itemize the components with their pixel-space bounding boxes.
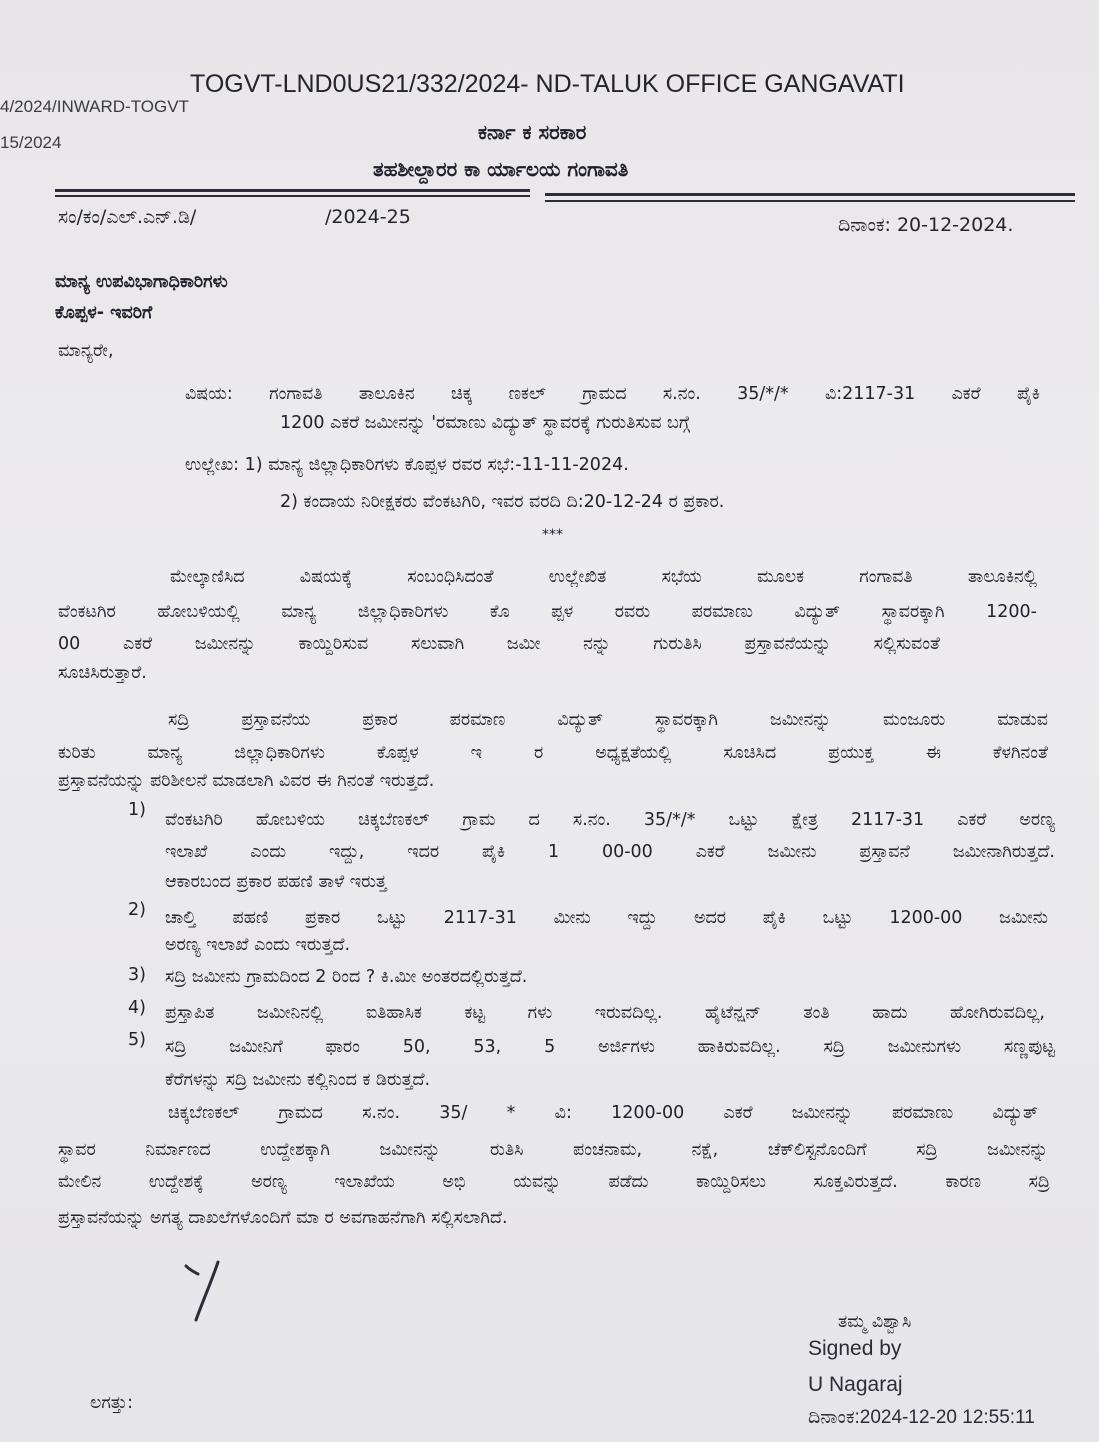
list-number: 4)	[128, 998, 146, 1018]
text-line: ಮೇಲ್ಕಾಣಿಸಿದ ವಿಷಯಕ್ಕೆ ಸಂಬಂಧಿಸಿದಂತೆ ಉಲ್ಲೇಖಿತ ಸಭೆಯ ಮೂಲಕ ಗಂಗಾವತಿ ತಾಲೂಕಿನಲ್ಲಿ	[170, 567, 1037, 587]
reference-year: /2024-25	[325, 206, 411, 228]
text-line: ಪ್ರಸ್ತಾವನೆಯನ್ನು ಪರಿಶೀಲನೆ ಮಾಡಲಾಗಿ ವಿವರ ಈ ಗಿನಂತೆ ಇರುತ್ತದೆ.	[58, 771, 435, 791]
handwritten-mark	[180, 1258, 230, 1328]
list-number: 5)	[128, 1030, 146, 1050]
letter-date: ದಿನಾಂಕ: 20-12-2024.	[838, 214, 1014, 236]
text-line: ವೆಂಕಟಗಿರ ಹೋಬಳಿಯಲ್ಲಿ ಮಾನ್ಯ ಜಿಲ್ಲಾಧಿಕಾರಿಗಳು ಕೊ ಪ್ಪಳ ರವರು ಪರಮಾಣು ವಿದ್ಯುತ್ ಸ್ಥಾವರಕ್ಕಾಗಿ 1200-	[58, 602, 1037, 622]
inward-number: 4/2024/INWARD-TOGVT	[0, 97, 189, 116]
text-line: ಸದ್ರಿ ಪ್ರಸ್ತಾವನೆಯ ಪ್ರಕಾರ ಪರಮಾಣ ವಿದ್ಯುತ್ ಸ್ಥಾವರಕ್ಕಾಗಿ ಜಮೀನನ್ನು ಮಂಜೂರು ಮಾಡುವ	[168, 710, 1048, 730]
subject-line-1: ವಿಷಯ: ಗಂಗಾವತಿ ತಾಲೂಕಿನ ಚಿಕ್ಕ ಣಕಲ್ ಗ್ರಾಮದ ಸ.ನಂ. 35/*/* ವಿ:2117-31 ಎಕರೆ ಪೈಕಿ	[185, 384, 1040, 404]
list-number: 3)	[128, 965, 146, 985]
list-item: ಕೆರೆಗಳನ್ನು ಸದ್ರಿ ಜಮೀನು ಕಲ್ಲಿನಿಂದ ಕ ಡಿರುತ್ತದೆ.	[165, 1070, 431, 1090]
section-separator: ***	[542, 527, 563, 543]
list-item: ಚಾಲ್ತಿ ಪಹಣಿ ಪ್ರಕಾರ ಒಟ್ಟು 2117-31 ಮೀನು ಇದ್ದು ಅದರ ಪೈಕಿ ಒಟ್ಟು 1200-00 ಜಮೀನು	[165, 908, 1048, 928]
inward-reference: TOGVT-LND0US21/332/2024- ND-TALUK OFFICE GANGAVATI	[190, 70, 905, 98]
text-line: ಸೂಚಿಸಿರುತ್ತಾರೆ.	[58, 663, 147, 683]
signer-name: U Nagaraj	[808, 1373, 903, 1396]
addressee-title: ಮಾನ್ಯ ಉಪವಿಭಾಗಾಧಿಕಾರಿಗಳು	[55, 272, 228, 292]
government-title: ಕರ್ನಾ ಕ ಸರಕಾರ	[478, 120, 587, 144]
list-item: ಇಲಾಖೆ ಎಂದು ಇದ್ದು, ಇದರ ಪೈಕಿ 1 00-00 ಎಕರೆ ಜಮೀನು ಪ್ರಸ್ತಾವನೆ ಜಮೀನಾಗಿರುತ್ತದೆ.	[165, 842, 1055, 862]
text-line: ಸ್ಥಾವರ ನಿರ್ಮಾಣದ ಉದ್ದೇಶಕ್ಕಾಗಿ ಜಮೀನನ್ನು ರುತಿಸಿ ಪಂಚನಾಮ, ನಕ್ಷೆ, ಚೆಕ್‌ಲಿಸ್ಟನೊಂದಿಗೆ ಸದ್ರಿ ಜಮೀನನ್ನು	[58, 1140, 1048, 1160]
text-line: 00 ಎಕರೆ ಜಮೀನನ್ನು ಕಾಯ್ದಿರಿಸುವ ಸಲುವಾಗಿ ಜಮೀ ನನ್ನು ಗುರುತಿಸಿ ಪ್ರಸ್ತಾವನೆಯನ್ನು ಸಲ್ಲಿಸುವಂತೆ	[58, 634, 940, 654]
list-item: ಅರಣ್ಯ ಇಲಾಖೆ ಎಂದು ಇರುತ್ತದೆ.	[165, 935, 351, 955]
enclosure-label: ಲಗತ್ತು:	[90, 1393, 134, 1413]
list-item: ಸದ್ರಿ ಜಮೀನಿಗೆ ಫಾರಂ 50, 53, 5 ಅರ್ಜಿಗಳು ಹಾಕಿರುವದಿಲ್ಲ. ಸದ್ರಿ ಜಮೀನುಗಳು ಸಣ್ಣಪುಟ್ಟ	[165, 1037, 1055, 1057]
signed-by-label: Signed by	[808, 1337, 902, 1360]
text-line: ಪ್ರಸ್ತಾವನೆಯನ್ನು ಅಗತ್ಯ ದಾಖಲೆಗಳೊಂದಿಗೆ ಮಾ ರ ಅವಗಾಹನೆಗಾಗಿ ಸಲ್ಲಿಸಲಾಗಿದೆ.	[58, 1208, 508, 1228]
salutation: ಮಾನ್ಯರೇ,	[58, 341, 114, 361]
office-title: ತಹಶೀಲ್ದಾರರ ಕಾ ರ್ಯಾಲಯ ಗಂಗಾವತಿ	[373, 157, 629, 181]
list-item: ಪ್ರಸ್ತಾಪಿತ ಜಮೀನಿನಲ್ಲಿ ಐತಿಹಾಸಿಕ ಕಟ್ಟ ಗಳು ಇರುವದಿಲ್ಲ. ಹೈಟೆನ್ಷನ್ ತಂತಿ ಹಾದು ಹೋಗಿರುವದಿಲ್ಲ,	[165, 1003, 1045, 1023]
list-number: 1)	[128, 800, 146, 820]
inward-date: 15/2024	[0, 133, 62, 152]
reference-number: ಸಂ/ಕಂ/ಎಲ್.ಎನ್.ಡಿ/	[58, 206, 197, 228]
subject-line-2: 1200 ಎಕರೆ ಜಮೀನನ್ನು 'ರಮಾಣು ವಿದ್ಯುತ್ ಸ್ಥಾವರಕ್ಕೆ ಗುರುತಿಸುವ ಬಗ್ಗೆ	[280, 413, 691, 433]
text-line: ಕುರಿತು ಮಾನ್ಯ ಜಿಲ್ಲಾಧಿಕಾರಿಗಳು ಕೊಪ್ಪಳ ಇ ರ ಅಧ್ಯಕ್ಷತೆಯಲ್ಲಿ ಸೂಚಿಸಿದ ಪ್ರಯುಕ್ತ ಈ ಕೆಳಗಿನಂತೆ	[58, 743, 1048, 763]
text-line: ಮೇಲಿನ ಉದ್ದೇಶಕ್ಕೆ ಅರಣ್ಯ ಇಲಾಖೆಯ ಅಭಿ ಯವನ್ನು ಪಡೆದು ಕಾಯ್ದಿರಿಸಲು ಸೂಕ್ತವಿರುತ್ತದೆ. ಕಾರಣ ಸದ್ರಿ	[58, 1172, 1050, 1192]
reference-2: 2) ಕಂದಾಯ ನಿರೀಕ್ಷಕರು ವೆಂಕಟಗಿರಿ, ಇವರ ವರದಿ ದಿ:20-12-24 ರ ಪ್ರಕಾರ.	[280, 492, 725, 512]
list-item: ವೆಂಕಟಗಿರಿ ಹೋಬಳಿಯ ಚಿಕ್ಕಬೆಣಕಲ್ ಗ್ರಾಮ ದ ಸ.ನಂ. 35/*/* ಒಟ್ಟು ಕ್ಷೇತ್ರ 2117-31 ಎಕರೆ ಅರಣ್ಯ	[165, 810, 1055, 830]
reference-1: ಉಲ್ಲೇಖ: 1) ಮಾನ್ಯ ಜಿಲ್ಲಾಧಿಕಾರಿಗಳು ಕೊಪ್ಪಳ ರವರ ಸಭೆ:-11-11-2024.	[185, 455, 629, 475]
list-item: ಸದ್ರಿ ಜಮೀನು ಗ್ರಾಮದಿಂದ 2 ರಿಂದ ? ಕಿ.ಮೀ ಅಂತರದಲ್ಲಿರುತ್ತದೆ.	[165, 967, 528, 987]
addressee-place: ಕೊಪ್ಪಳ- ಇವರಿಗೆ	[55, 303, 153, 323]
yours-faithfully: ತಮ್ಮ ವಿಶ್ವಾಸಿ	[838, 1312, 912, 1332]
list-item: ಆಕಾರಬಂದ ಪ್ರಕಾರ ಪಹಣಿ ತಾಳೆ ಇರುತ್ತ	[165, 872, 387, 892]
list-number: 2)	[128, 900, 146, 920]
signature-timestamp: ದಿನಾಂಕ:2024-12-20 12:55:11	[808, 1407, 1035, 1428]
text-line: ಚಿಕ್ಕಬೆಣಕಲ್ ಗ್ರಾಮದ ಸ.ನಂ. 35/ * ವಿ: 1200-00 ಎಕರೆ ಜಮೀನನ್ನು ಪರಮಾಣು ವಿದ್ಯುತ್	[168, 1103, 1038, 1123]
